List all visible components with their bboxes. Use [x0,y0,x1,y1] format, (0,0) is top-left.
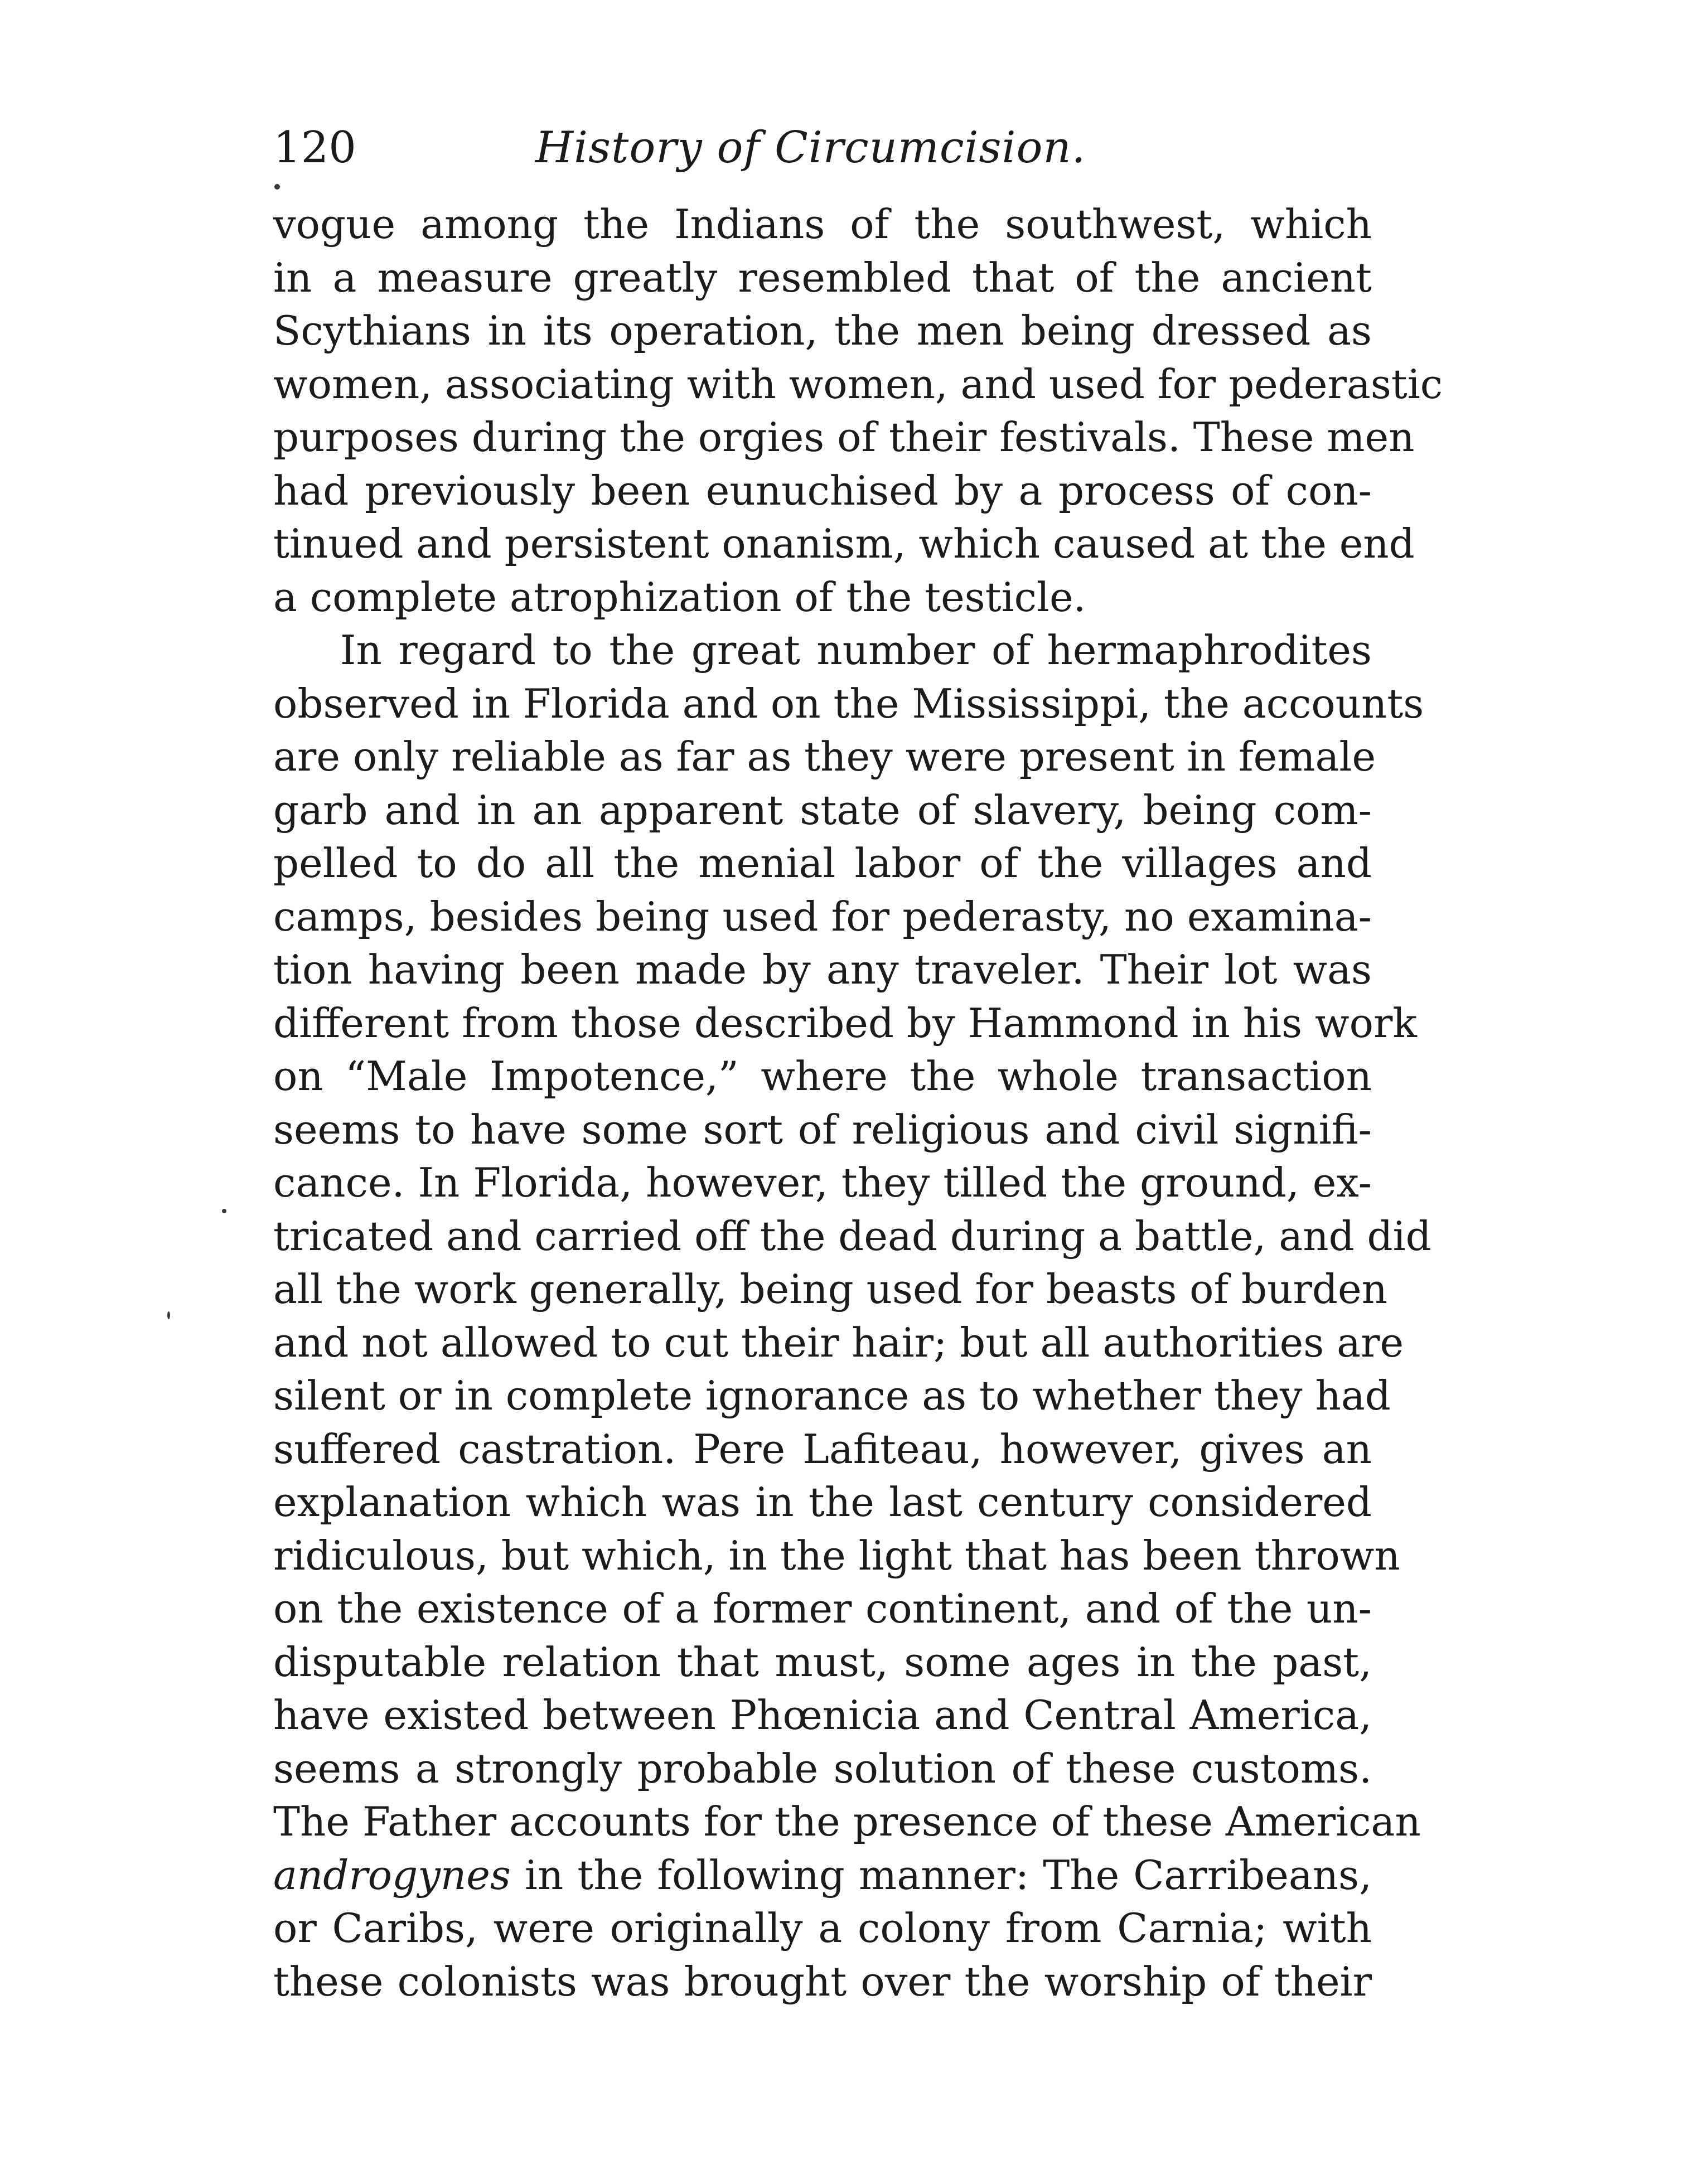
text-line: disputable relation that must, some ages in the past, [273,1638,1372,1686]
page-number: 120 [273,123,356,173]
text-line: different from those described by Hammond in his work [273,999,1418,1047]
text-line: tion having been made by any traveler. Their lot was [273,946,1372,993]
scan-speck [274,184,280,190]
text-line: cance. In Florida, however, they tilled the ground, ex- [273,1159,1372,1206]
text-line: garb and in an apparent state of slavery, being com- [273,786,1372,834]
text-line: had previously been eunuchised by a process of con- [273,467,1372,514]
text-line: or Caribs, were originally a colony from Carnia; with [273,1905,1372,1951]
text-line: suffered castration. Pere Lafiteau, however, gives an [273,1425,1372,1473]
text-line: seems a strongly probable solution of these customs. [273,1745,1372,1792]
text-line: Scythians in its operation, the men being dressed as [273,307,1372,354]
text-line: tinued and persistent onanism, which caused at the end [273,520,1415,567]
text-line: on “Male Impotence,” where the whole transaction [273,1053,1372,1100]
text-line: purposes during the orgies of their festivals. These men [273,414,1415,461]
text-line: these colonists was brought over the worship of their [273,1958,1372,2005]
text-line: have existed between Phœnicia and Central America, [273,1692,1372,1739]
running-title: History of Circumcision. [535,123,1086,173]
text-line: seems to have some sort of religious and civil signifi- [273,1106,1372,1153]
text-line: silent or in complete ignorance as to whether they had [273,1372,1391,1419]
text-line: camps, besides being used for pederasty, no examina- [273,893,1372,940]
text-line: vogue among the Indians of the southwest, which [273,201,1372,248]
scan-speck [222,1209,226,1213]
scan-speck [167,1311,170,1319]
text-line: a complete atrophization of the testicle. [273,573,1086,621]
italic-term: androgynes [273,1851,511,1899]
page-header [273,117,1372,178]
text-line: explanation which was in the last century considered [273,1479,1372,1526]
text-line: on the existence of a former continent, and of the un- [273,1585,1372,1632]
text-line: women, associating with women, and used for pederastic [273,360,1443,408]
text-line: pelled to do all the menial labor of the villages and [273,840,1372,887]
text-line: observed in Florida and on the Mississippi, the accounts [273,680,1424,727]
text-line: all the work generally, being used for beasts of burden [273,1266,1387,1313]
text-line-remainder: in the following manner: The Carribeans, [524,1851,1372,1899]
text-line: and not allowed to cut their hair; but all authorities are [273,1319,1404,1366]
body-text [273,198,1443,2008]
text-line: ridiculous, but which, in the light that has been thrown [273,1532,1400,1579]
text-line-with-italic [273,1849,1372,1902]
text-line: are only reliable as far as they were present in female [273,733,1376,780]
text-line: in a measure greatly resembled that of the ancient [273,254,1372,301]
paragraph-start-line: In regard to the great number of hermaphrodites [340,627,1372,674]
text-line: The Father accounts for the presence of these American [273,1798,1421,1845]
text-line: tricated and carried off the dead during a battle, and did [273,1212,1431,1260]
